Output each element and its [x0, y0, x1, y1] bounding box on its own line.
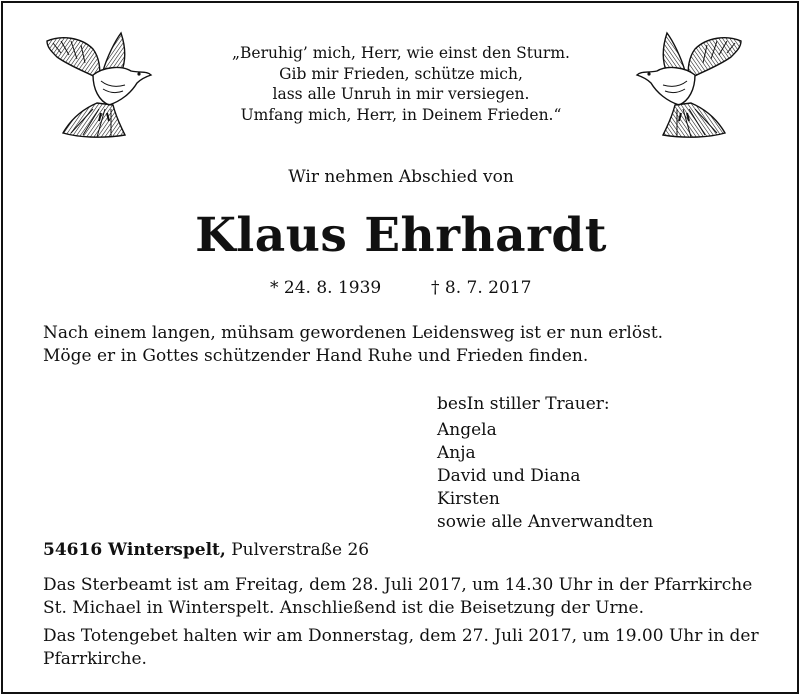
- dove-icon: [41, 29, 153, 141]
- funeral-notice: [43, 574, 763, 620]
- mourners: [437, 393, 653, 534]
- obituary-card: [1, 1, 799, 694]
- mourner-name: Angela: [437, 420, 497, 440]
- verse-line: Umfang mich, Herr, in Deinem Frieden.“: [240, 105, 562, 124]
- intro-text: Wir nehmen Abschied von: [288, 167, 514, 187]
- prayer-notice: [43, 625, 763, 671]
- dove-icon: [635, 29, 747, 141]
- funeral-notice-line: St. Michael in Winterspelt. Anschließend ist die Beisetzung der Urne.: [43, 598, 645, 618]
- mourners-heading: besIn stiller Trauer:: [437, 394, 610, 414]
- address-street: Pulverstraße 26: [231, 540, 370, 560]
- message-line: Möge er in Gottes schützender Hand Ruhe und Frieden finden.: [43, 346, 589, 366]
- mourner-name: Anja: [437, 443, 476, 463]
- death-date: † 8. 7. 2017: [431, 278, 532, 298]
- verse-line: Gib mir Frieden, schütze mich,: [279, 64, 523, 83]
- mourner-name: Kirsten: [437, 489, 500, 509]
- address-place: 54616 Winterspelt,: [43, 540, 226, 560]
- verse: [203, 43, 599, 125]
- verse-line: „Beruhig’ mich, Herr, wie einst den Sturm.: [232, 44, 570, 62]
- mourner-name: sowie alle Anverwandten: [437, 512, 654, 532]
- message: [43, 322, 763, 368]
- funeral-notice-line: Das Sterbeamt ist am Freitag, dem 28. Juli 2017, um 14.30 Uhr in der Pfarrkirche: [43, 575, 753, 595]
- deceased-name: Klaus Ehrhardt: [195, 208, 607, 263]
- message-line: Nach einem langen, mühsam gewordenen Leidensweg ist er nun erlöst.: [43, 323, 664, 343]
- prayer-notice-line: Das Totengebet halten wir am Donnerstag, dem 27. Juli 2017, um 19.00 Uhr in der: [43, 626, 759, 646]
- verse-line: lass alle Unruh in mir versiegen.: [272, 85, 530, 103]
- birth-date: * 24. 8. 1939: [270, 278, 382, 298]
- mourner-name: David und Diana: [437, 466, 581, 486]
- address: [43, 540, 369, 560]
- prayer-notice-line: Pfarrkirche.: [43, 649, 147, 669]
